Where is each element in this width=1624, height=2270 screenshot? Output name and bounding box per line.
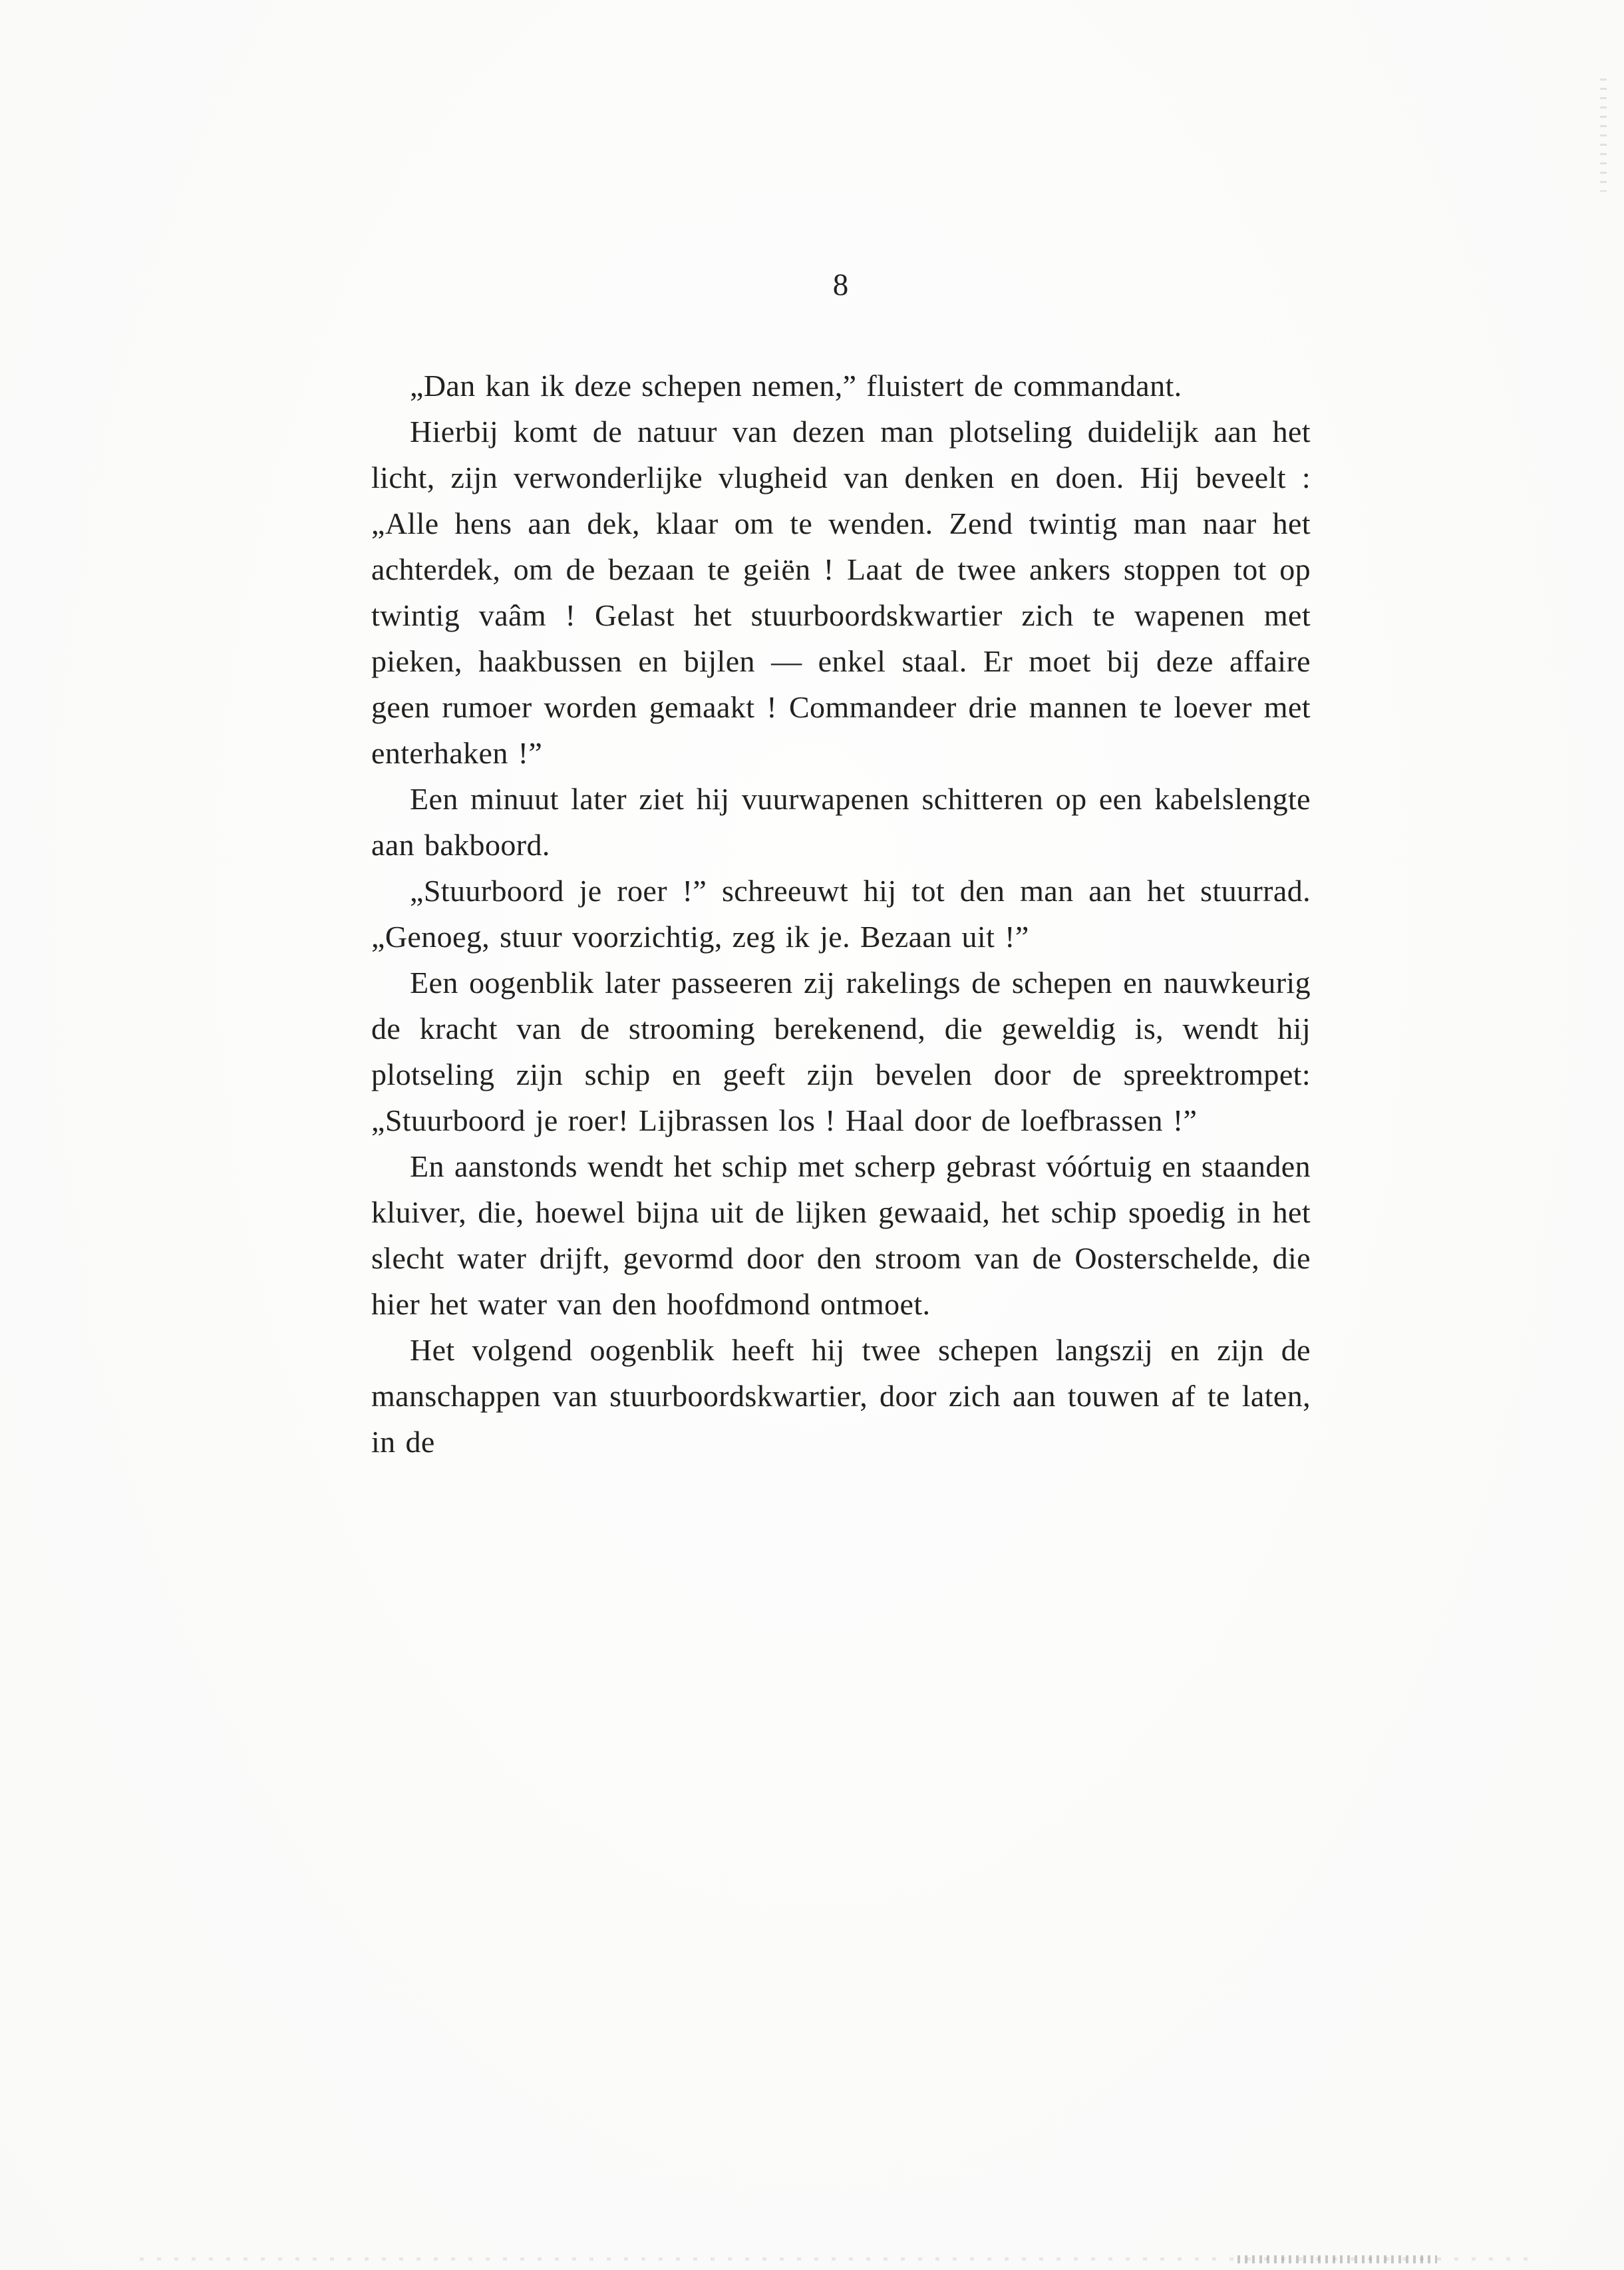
paragraph: „Dan kan ik deze schepen nemen,” fluistert de commandant. [410, 369, 1182, 403]
paragraph: En aanstonds wendt het schip met scherp gebrast vóórtuig en staanden kluiver, die, hoewel bijna uit de lijken gewaaid, het schip spoedig in het slecht water drijft, gevormd door den stroom van de Oosterschelde, die hier het water van den hoofdmond ontmoet. [371, 1149, 1311, 1321]
scan-artifact-bottom-dark [1237, 2255, 1437, 2263]
paragraph: Het volgend oogenblik heeft hij twee schepen langszij en zijn de manschappen van stuurboordskwartier, door zich aan touwen af te laten, in de [371, 1333, 1311, 1459]
text-block [371, 363, 1311, 1465]
paragraph: Hierbij komt de natuur van dezen man plotseling duidelijk aan het licht, zijn verwonderlijke vlugheid van denken en doen. Hij beveelt : „Alle hens aan dek, klaar om te wenden. Zend twintig man naar het achterdek, om de bezaan te geiën ! Laat de twee ankers stoppen tot op twintig vaâm ! Gelast het stuurboordskwartier zich te wapenen met pieken, haakbussen en bijlen — enkel staal. Er moet bij deze affaire geen rumoer worden gemaakt ! Commandeer drie mannen te loever met enterhaken !” [371, 415, 1311, 770]
paragraph: Een oogenblik later passeeren zij rakelings de schepen en nauwkeurig de kracht van de strooming berekenend, die geweldig is, wendt hij plotseling zijn schip en geeft zijn bevelen door de spreektrompet: „Stuurboord je roer! Lijbrassen los ! Haal door de loefbrassen !” [371, 966, 1311, 1137]
page-number: 8 [832, 268, 850, 302]
paragraph: Een minuut later ziet hij vuurwapenen schitteren op een kabelslengte aan bakboord. [371, 782, 1311, 862]
scan-artifact-top-right [1600, 79, 1607, 192]
paragraph: „Stuurboord je roer !” schreeuwt hij tot den man aan het stuurrad. „Genoeg, stuur voorzichtig, zeg ik je. Bezaan uit !” [371, 874, 1311, 954]
